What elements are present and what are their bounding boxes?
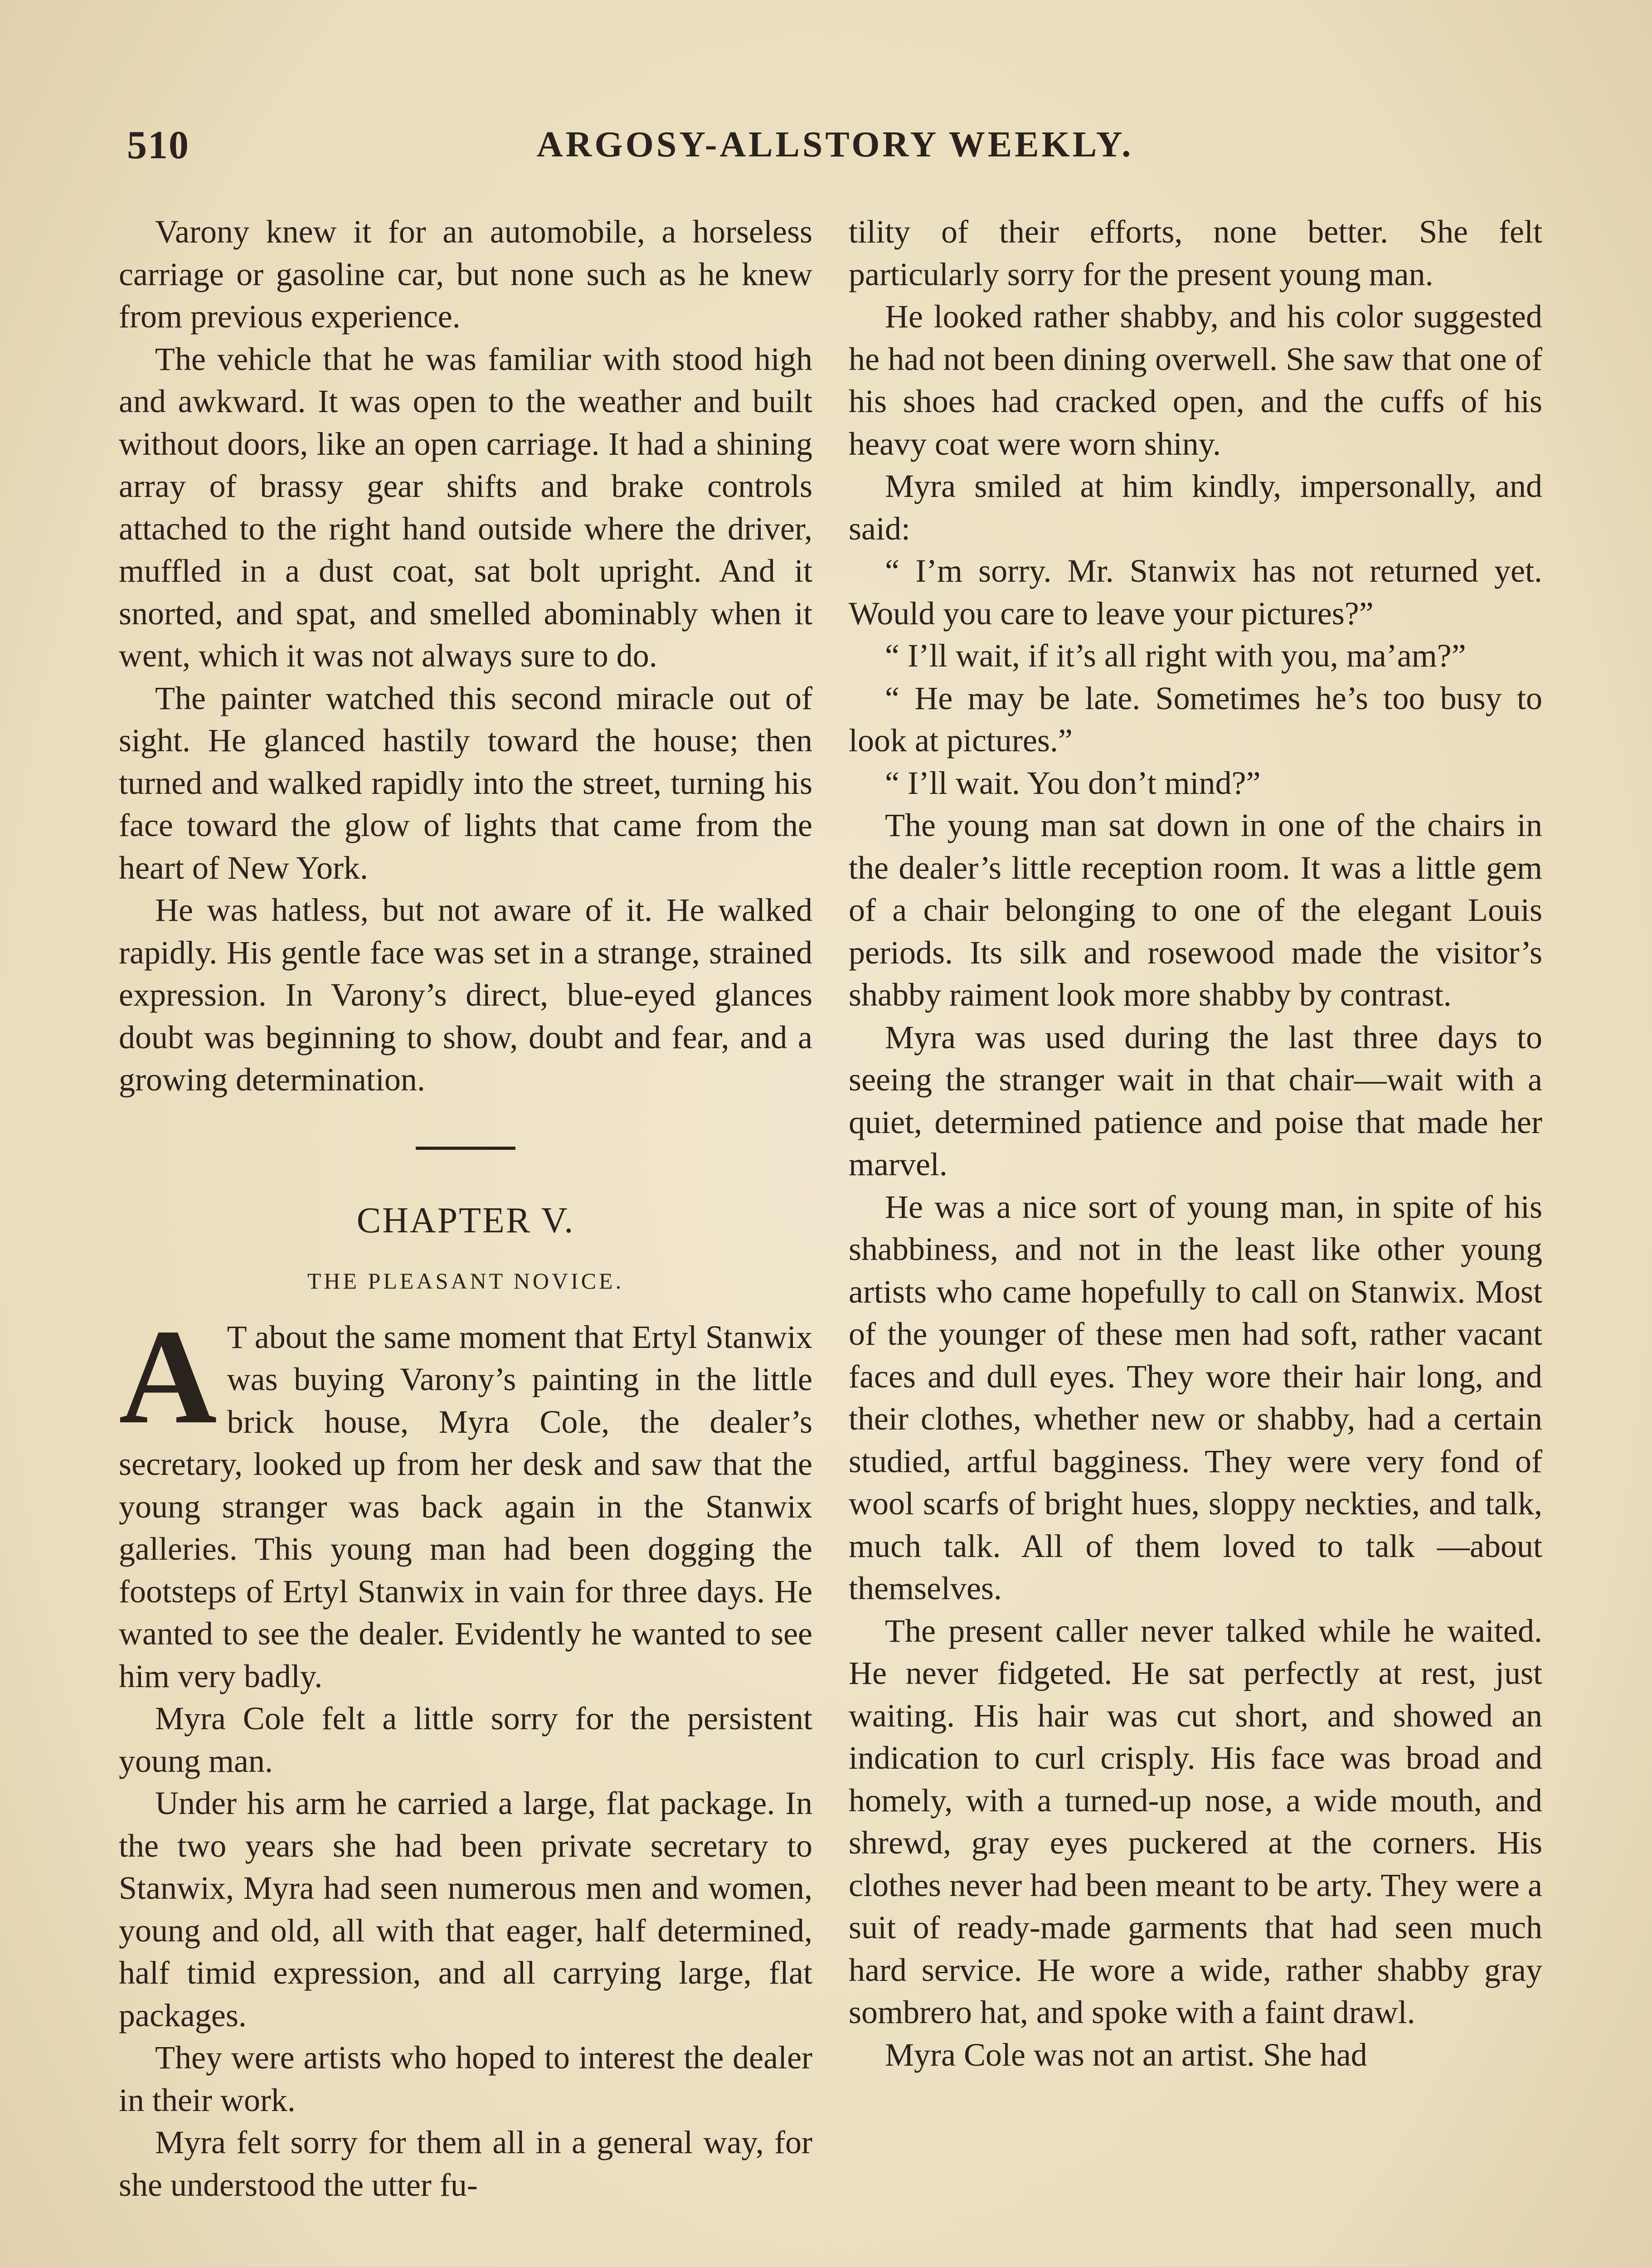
chapter-heading: CHAPTER V.: [356, 1200, 575, 1241]
paragraph: The young man sat down in one of the chairs in the dealer’s little reception room. It was a little gem of a chair belonging to one of the elegant Louis periods. Its silk and rosewood made the visitor’s shabby raiment look more shabby by contrast.: [849, 807, 1542, 1013]
paragraph: Myra Cole was not an artist. She had: [885, 2036, 1367, 2073]
left-column: [119, 211, 812, 2206]
drop-cap: A: [119, 1301, 217, 1452]
paragraph: He was hatless, but not aware of it. He walked rapidly. His gentle face was set in a strange, strained expression. In Varony’s direct, blue-eyed glances doubt was beginning to show, doubt and fear, and a growing determination.: [119, 892, 812, 1098]
dialogue-paragraph: “ He may be late. Sometimes he’s too busy to look at pictures.”: [849, 680, 1542, 759]
paragraph: He looked rather shabby, and his color suggested he had not been dining overwell. She saw that one of his shoes had cracked open, and the cuffs of his heavy coat were worn shiny.: [849, 298, 1542, 462]
chapter-subtitle: THE PLEASANT NOVICE.: [307, 1268, 624, 1294]
paragraph: Myra was used during the last three days to seeing the stranger wait in that chair—wait with a quiet, determined patience and poise that made her marvel.: [849, 1019, 1542, 1182]
chapter-opening-paragraph: [119, 1301, 812, 1698]
paragraph: He was a nice sort of young man, in spite of his shabbiness, and not in the least like other young artists who came hopefully to call on Stanwix. Most of the younger of these men had soft, rather vacant faces and dull eyes. They wore their hair long, and their clothes, whether new or shabby, had a certain studied, artful bagginess. They were very fond of wool scarfs of bright hues, sloppy neckties, and talk, much talk. All of them loved to talk —about themselves.: [849, 1188, 1542, 1606]
paragraph: Myra Cole felt a little sorry for the persistent young man.: [119, 1700, 812, 1779]
paragraph: The present caller never talked while he waited. He never fidgeted. He sat perfectly at rest, just waiting. His hair was cut short, and showed an indication to curl crisply. His face was broad and homely, with a turned-up nose, a wide mouth, and shrewd, gray eyes puckered at the corners. His clothes never had been meant to be arty. They were a suit of ready-made garments that had seen much hard service. He wore a wide, rather shabby gray sombrero hat, and spoke with a faint drawl.: [849, 1612, 1542, 2030]
paragraph: The vehicle that he was familiar with stood high and awkward. It was open to the weather and built without doors, like an open carriage. It had a shining array of brassy gear shifts and brake controls attached to the right hand outside where the driver, muffled in a dust coat, sat bolt upright. And it snorted, and spat, and smelled abominably when it went, which it was not always sure to do.: [119, 341, 812, 674]
dialogue-paragraph: “ I’m sorry. Mr. Stanwix has not returned yet. Would you care to leave your pictures?”: [849, 553, 1542, 632]
right-column: [849, 211, 1542, 2076]
dialogue-paragraph: “ I’ll wait. You don’t mind?”: [885, 764, 1261, 801]
page-header: [127, 122, 1543, 190]
paragraph: The painter watched this second miracle out of sight. He glanced hastily toward the house; then turned and walked rapidly into the street, turning his face toward the glow of lights that came from the heart of New York.: [119, 680, 812, 886]
paragraph: Myra felt sorry for them all in a general way, for she understood the utter fu-: [119, 2124, 812, 2203]
paragraph: Under his arm he carried a large, flat package. In the two years she had been private secretary to Stanwix, Myra had seen numerous men and women, young and old, all with that eager, half determined, half timid expression, and all carrying large, flat packages.: [119, 1785, 812, 2033]
opening-text: T about the same moment that Ertyl Stanwix was buying Varony’s painting in the little brick house, Myra Cole, the dealer’s secretary, looked up from her desk and saw that the young stranger was back again in the Stanwix galleries. This young man had been dogging the footsteps of Ertyl Stanwix in vain for three days. He wanted to see the dealer. Evidently he wanted to see him very badly.: [119, 1318, 812, 1694]
continued-paragraph: tility of their efforts, none better. She felt particularly sorry for the present young man.: [849, 214, 1542, 292]
running-head: ARGOSY-ALLSTORY WEEKLY.: [536, 125, 1134, 165]
page-number: 510: [127, 123, 189, 167]
paragraph: Myra smiled at him kindly, impersonally, and said:: [849, 468, 1542, 547]
paragraph: Varony knew it for an automobile, a horseless carriage or gasoline car, but none such as he knew from previous experience.: [119, 214, 812, 335]
dialogue-paragraph: “ I’ll wait, if it’s all right with you, ma’am?”: [885, 637, 1466, 674]
paragraph: They were artists who hoped to interest the dealer in their work.: [119, 2039, 812, 2118]
section-divider: [416, 1147, 515, 1150]
